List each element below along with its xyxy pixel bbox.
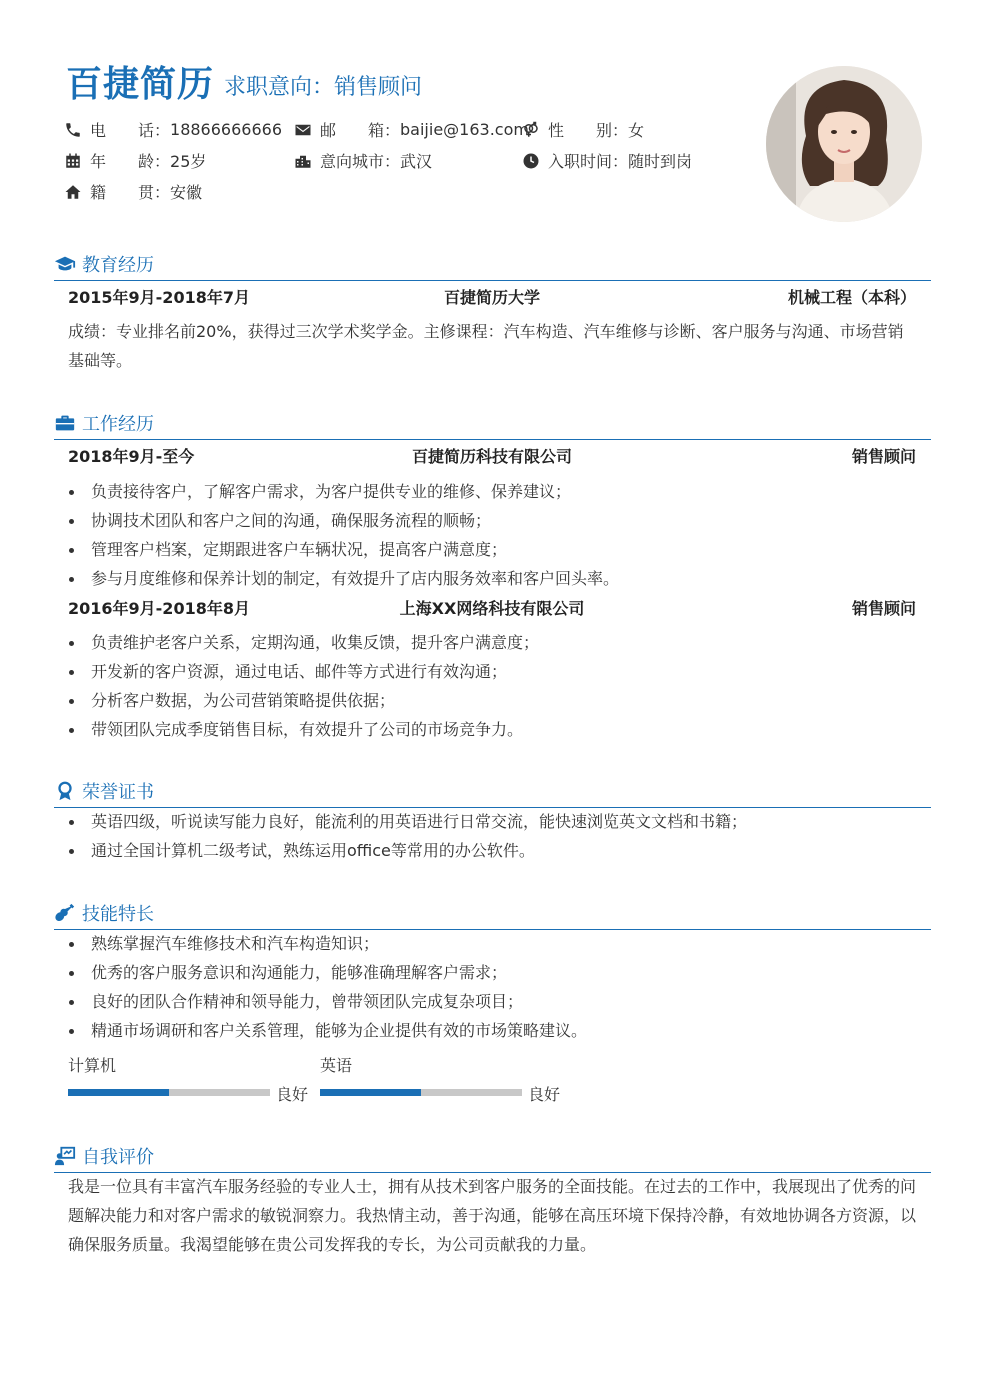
section-title-education xyxy=(54,251,154,277)
city-value: 武汉 xyxy=(400,152,433,171)
award-icon xyxy=(54,780,76,802)
education-school: 百捷简历大学 xyxy=(443,288,540,307)
skill-bar-computer xyxy=(68,1089,270,1096)
skill-level-english: 良好 xyxy=(528,1085,561,1104)
gender-value: 女 xyxy=(628,121,645,140)
phone-label: 电 话： xyxy=(90,121,171,140)
job-company: 上海XX网络科技有限公司 xyxy=(399,599,585,618)
job-intent: 求职意向：销售顾问 xyxy=(224,75,423,100)
briefcase-icon xyxy=(54,412,76,434)
education-major: 机械工程（本科） xyxy=(787,288,916,307)
skill-label-english: 英语 xyxy=(320,1056,353,1075)
section-divider xyxy=(54,280,931,281)
skills-list xyxy=(68,929,928,1045)
list-item: 优秀的客户服务意识和沟通能力，能够准确理解客户需求； xyxy=(68,958,928,987)
phone-icon xyxy=(64,121,82,139)
home-icon xyxy=(64,183,82,201)
envelope-icon xyxy=(294,121,312,139)
skill-bar-english xyxy=(320,1089,522,1096)
list-item: 开发新的客户资源，通过电话、邮件等方式进行有效沟通； xyxy=(68,657,928,686)
list-item: 精通市场调研和客户关系管理，能够为企业提供有效的市场策略建议。 xyxy=(68,1016,928,1045)
list-item: 协调技术团队和客户之间的沟通，确保服务流程的顺畅； xyxy=(68,506,928,535)
gender-label: 性 别： xyxy=(548,121,629,140)
info-origin xyxy=(64,180,202,203)
guitar-icon xyxy=(54,902,76,924)
gender-icon xyxy=(522,121,540,139)
self-evaluation-text: 我是一位具有丰富汽车服务经验的专业人士，拥有从技术到客户服务的全面技能。在过去的工作中，我展现出了优秀的问题解决能力和对客户需求的敏锐洞察力。我热情主动，善于沟通，能够在高压环境下保持冷静，有效地协调各方资源，以确保服务质量。我渴望能够在贵公司发挥我的专长，为公司贡献我的力量。 xyxy=(68,1177,917,1254)
job-company: 百捷简历科技有限公司 xyxy=(411,447,572,466)
info-email xyxy=(294,118,529,141)
section-title-self xyxy=(54,1143,154,1169)
phone-value: 18866666666 xyxy=(170,120,282,139)
job-period: 2018年9月-至今 xyxy=(68,447,195,466)
job-row xyxy=(68,444,916,466)
skill-label-computer: 计算机 xyxy=(68,1056,117,1075)
email-value: baijie@163.com xyxy=(400,120,529,139)
list-item: 通过全国计算机二级考试，熟练运用office等常用的办公软件。 xyxy=(68,836,928,865)
job-row xyxy=(68,596,916,618)
section-title-skills xyxy=(54,900,154,926)
education-title-text: 教育经历 xyxy=(82,255,154,276)
job-duties xyxy=(68,628,928,744)
info-gender xyxy=(522,118,644,141)
info-start xyxy=(522,149,692,172)
resume-name: 百捷简历 xyxy=(66,64,215,105)
city-icon xyxy=(294,152,312,170)
skill-level-computer: 良好 xyxy=(276,1085,309,1104)
list-item: 负责接待客户，了解客户需求，为客户提供专业的维修、保养建议； xyxy=(68,477,928,506)
skill-bar-fill xyxy=(320,1089,421,1096)
honors-title-text: 荣誉证书 xyxy=(82,782,154,803)
clock-icon xyxy=(522,152,540,170)
honors-list xyxy=(68,807,928,865)
skill-bar-fill xyxy=(68,1089,169,1096)
age-value: 25岁 xyxy=(170,152,207,171)
calendar-icon xyxy=(64,152,82,170)
info-phone xyxy=(64,118,282,141)
job-role: 销售顾问 xyxy=(851,599,916,618)
graduation-cap-icon xyxy=(54,253,76,275)
section-divider xyxy=(54,439,931,440)
list-item: 良好的团队合作精神和领导能力，曾带领团队完成复杂项目； xyxy=(68,987,928,1016)
section-title-honors xyxy=(54,778,154,804)
info-city xyxy=(294,149,432,172)
city-label: 意向城市： xyxy=(320,152,401,171)
email-label: 邮 箱： xyxy=(320,121,401,140)
portrait-image xyxy=(766,66,922,222)
education-row xyxy=(68,285,916,307)
education-desc: 成绩：专业排名前20%，获得过三次学术奖学金。主修课程：汽车构造、汽车维修与诊断、客户服务与沟通、市场营销基础等。 xyxy=(68,322,904,370)
list-item: 熟练掌握汽车维修技术和汽车构造知识； xyxy=(68,929,928,958)
list-item: 英语四级，听说读写能力良好，能流利的用英语进行日常交流，能快速浏览英文文档和书籍； xyxy=(68,807,928,836)
list-item: 参与月度维修和保养计划的制定，有效提升了店内服务效率和客户回头率。 xyxy=(68,564,928,593)
list-item: 管理客户档案，定期跟进客户车辆状况，提高客户满意度； xyxy=(68,535,928,564)
origin-value: 安徽 xyxy=(170,183,203,202)
list-item: 分析客户数据，为公司营销策略提供依据； xyxy=(68,686,928,715)
skills-title-text: 技能特长 xyxy=(82,904,154,925)
work-title-text: 工作经历 xyxy=(82,414,154,435)
start-value: 随时到岗 xyxy=(628,152,693,171)
list-item: 负责维护老客户关系，定期沟通，收集反馈，提升客户满意度； xyxy=(68,628,928,657)
job-duties xyxy=(68,477,928,593)
origin-label: 籍 贯： xyxy=(90,183,171,202)
education-period: 2015年9月-2018年7月 xyxy=(68,288,250,307)
info-age xyxy=(64,149,206,172)
start-label: 入职时间： xyxy=(548,152,629,171)
job-role: 销售顾问 xyxy=(851,447,916,466)
age-label: 年 龄： xyxy=(90,152,171,171)
job-period: 2016年9月-2018年8月 xyxy=(68,599,250,618)
section-title-work xyxy=(54,410,154,436)
avatar xyxy=(766,66,922,222)
evaluation-icon xyxy=(54,1145,76,1167)
list-item: 带领团队完成季度销售目标，有效提升了公司的市场竞争力。 xyxy=(68,715,928,744)
self-title-text: 自我评价 xyxy=(82,1147,154,1168)
